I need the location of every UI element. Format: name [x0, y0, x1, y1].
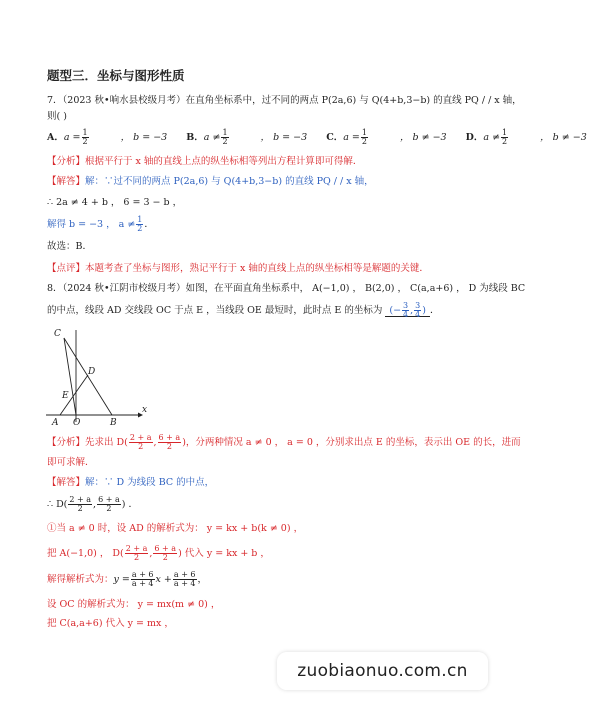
q7-analysis-text: 根据平行于 x 轴的直线上点的纵坐标相等列出方程计算即可得解．: [85, 156, 363, 167]
q8-figure: [44, 324, 164, 430]
label-o: O: [73, 418, 81, 428]
q8-substitute-1: 把 A(−1,0) ， D( $\frac{2 + a}{2}$ , $\frac{6 + a}{2}$ ) 代入 y = kx + b ，: [47, 544, 270, 562]
label-a: A: [52, 418, 59, 428]
section-title: 题型三．坐标与图形性质: [47, 68, 185, 83]
solution-tag: 【解答】: [47, 477, 86, 488]
q7-solution-line2: ∴ 2a ≠ 4 + b ， 6 = 3 − b ，: [47, 197, 183, 208]
q7-choose: 故选：B．: [47, 241, 92, 252]
segment-oc: [64, 338, 76, 415]
label-c: C: [54, 329, 61, 339]
q8-equation: 解得解析式为：y = $\frac{a + 6}{a + 4}$ x + $\frac{a + 6}{a + 4}$ ，: [47, 570, 208, 588]
analysis-tag: 【分析】: [47, 156, 86, 167]
q7-solution-line1: 【解答】解：∵过不同的两点 P(2a,6) 与 Q(4+b,3−b) 的直线 PQ / / x 轴，: [47, 176, 374, 187]
q7-choice-c[interactable]: C．a = $\frac{1}{2}$ ， b ≠ −3: [326, 128, 447, 146]
q8-analysis-line1: 【分析】先求出 D( $\frac{2 + a}{2}$ , $\frac{6 + a}{2}$ )，分两种情况 a ≠ 0 ， a = 0 ，分别求出点 E 的坐标，表示出 OE 的长，进而: [47, 433, 521, 451]
q8-analysis-line2: 即可求解．: [47, 457, 95, 468]
q8-stem-line1: 8．（2024 秋•江阴市校级月考）如图，在平面直角坐标系中， A(−1,0) ， B(2,0) ， C(a,a+6) ， D 为线段 BC: [47, 283, 526, 294]
label-e: E: [62, 391, 69, 401]
q8-solution-line2: ∴ D( $\frac{2 + a}{2}$ , $\frac{6 + a}{2}$ ) ．: [47, 495, 138, 513]
q7-stem-line1: 7．（2023 秋•响水县校级月考）在直角坐标系中，过不同的两点 P(2a,6) 与 Q(4+b,3−b) 的直线 PQ / / x 轴，: [47, 95, 522, 106]
q7-choice-b[interactable]: B．a ≠ $\frac{1}{2}$ ， b = −3: [186, 128, 308, 146]
q7-solution-line3: 解得 b = −3 ， a ≠ $\frac{1}{2}$ ．: [47, 215, 154, 233]
analysis-tag: 【分析】: [47, 437, 86, 448]
q8-solution-line1: 【解答】解：∵ D 为线段 BC 的中点，: [47, 477, 215, 488]
comment-tag: 【点评】: [47, 263, 86, 274]
q7-analysis: [47, 155, 362, 168]
site-watermark: zuobiaonuo.com.cn: [277, 652, 488, 690]
q7-comment: 【点评】本题考查了坐标与图形，熟记平行于 x 轴的直线上点的纵坐标相等是解题的关键．: [47, 263, 429, 274]
q8-stem-line2: 的中点，线段 AD 交线段 OC 于点 E ，当线段 OE 最短时，此时点 E 的坐标为 (− $\frac{3}{4}$ , $\frac{3}{4}$ ) ．: [47, 301, 440, 319]
label-b: B: [110, 418, 117, 428]
q7-choice-a[interactable]: A．a = $\frac{1}{2}$ ， b = −3: [47, 128, 168, 146]
q8-case1: ①当 a ≠ 0 时，设 AD 的解析式为： y = kx + b(k ≠ 0) ，: [47, 523, 304, 534]
q8-oc-line: 设 OC 的解析式为： y = mx(m ≠ 0) ，: [47, 599, 221, 610]
label-d: D: [88, 367, 96, 377]
q8-substitute-2: 把 C(a,a+6) 代入 y = mx ，: [47, 618, 174, 629]
q7-stem-line2: 则( ): [47, 111, 67, 122]
q8-answer-blank[interactable]: (− $\frac{3}{4}$ , $\frac{3}{4}$ ): [385, 305, 430, 317]
q7-choices: [47, 129, 603, 146]
label-x: x: [142, 405, 148, 415]
solution-tag: 【解答】: [47, 176, 86, 187]
q7-choice-d[interactable]: D．a ≠ $\frac{1}{2}$ ， b ≠ −3: [465, 128, 587, 146]
